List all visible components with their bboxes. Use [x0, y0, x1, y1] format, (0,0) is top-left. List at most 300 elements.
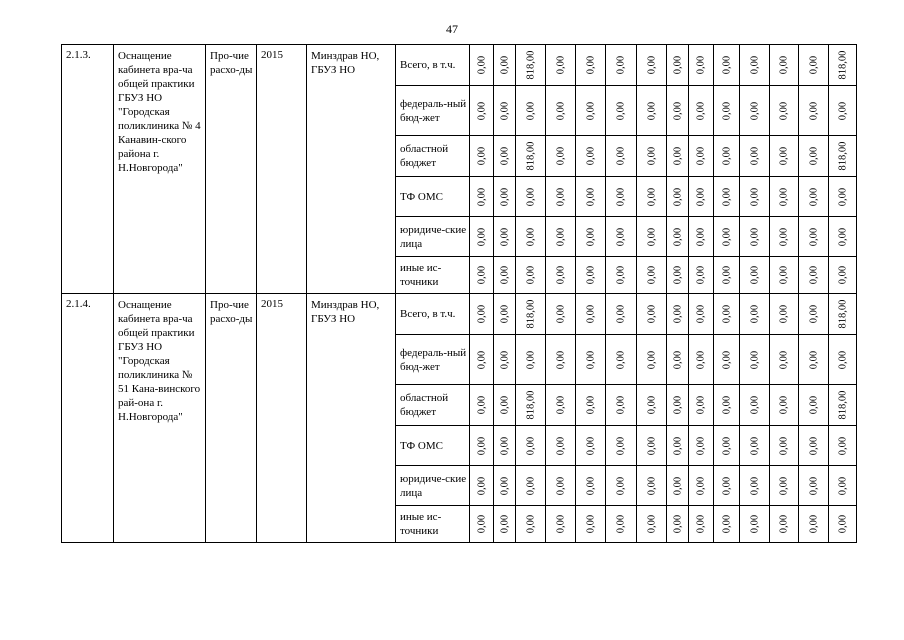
value-cell [667, 86, 689, 136]
value-cell [576, 506, 606, 543]
value-cell [637, 177, 667, 217]
value-text: 0,00 [749, 101, 760, 120]
funding-source-label: иные ис-точники [396, 257, 470, 294]
value-text: 0,00 [585, 514, 596, 534]
value-text: 0,00 [808, 514, 819, 534]
value-text: 0,00 [615, 187, 627, 206]
value-text: 0,00 [721, 55, 732, 75]
value-text: 0,00 [721, 436, 732, 455]
value-text: 0,00 [672, 436, 683, 455]
value-cell [799, 426, 829, 466]
value-text: 0,00 [585, 227, 596, 246]
value-cell [770, 136, 799, 177]
funding-source-label: юридиче-ские лица [396, 466, 470, 506]
value-text: 0,00 [476, 476, 487, 495]
value-cell [714, 257, 740, 294]
value-cell [770, 426, 799, 466]
value-text: 0,00 [749, 55, 760, 75]
value-text: 0,00 [555, 265, 566, 285]
value-cell [770, 86, 799, 136]
value-text: 0,00 [778, 187, 790, 206]
value-text: 0,00 [672, 187, 683, 206]
value-cell [770, 45, 799, 86]
value-cell [799, 45, 829, 86]
value-text: 0,00 [778, 265, 790, 285]
item-year: 2015 [257, 294, 307, 543]
value-cell [740, 506, 770, 543]
value-text: 0,00 [555, 436, 566, 455]
value-cell [689, 45, 714, 86]
value-cell [470, 86, 494, 136]
value-text: 0,00 [476, 187, 487, 206]
value-text: 0,00 [695, 227, 707, 246]
page-number: 47 [446, 22, 458, 36]
value-text: 0,00 [476, 227, 487, 246]
value-cell [516, 257, 546, 294]
value-text: 0,00 [615, 304, 627, 324]
value-text: 0,00 [749, 395, 760, 415]
value-text: 0,00 [585, 187, 596, 206]
responsible-party: Минздрав НО, ГБУЗ НО [307, 294, 396, 543]
value-cell [516, 466, 546, 506]
value-cell [546, 506, 576, 543]
value-cell [689, 86, 714, 136]
value-text: 0,00 [749, 187, 760, 206]
value-text: 0,00 [808, 350, 819, 369]
value-text: 0,00 [499, 514, 510, 534]
value-cell [667, 136, 689, 177]
value-cell [470, 294, 494, 335]
value-cell [546, 86, 576, 136]
value-text: 0,00 [585, 350, 596, 369]
value-cell [637, 466, 667, 506]
value-cell [829, 177, 857, 217]
value-text: 0,00 [646, 395, 657, 415]
value-text: 0,00 [778, 101, 790, 120]
value-cell [689, 506, 714, 543]
value-cell [799, 177, 829, 217]
value-cell [740, 45, 770, 86]
value-text: 0,00 [615, 227, 627, 246]
responsible-party: Минздрав НО, ГБУЗ НО [307, 45, 396, 294]
value-cell [637, 426, 667, 466]
value-cell [516, 136, 546, 177]
value-text: 0,00 [476, 436, 487, 455]
value-text: 0,00 [615, 265, 627, 285]
value-cell [689, 385, 714, 426]
value-text: 0,00 [808, 476, 819, 495]
value-cell [829, 257, 857, 294]
value-text: 0,00 [476, 350, 487, 369]
value-text: 818,00 [525, 50, 536, 80]
value-cell [606, 45, 637, 86]
value-text: 0,00 [721, 514, 732, 534]
value-cell [689, 136, 714, 177]
value-text: 0,00 [585, 436, 596, 455]
value-cell [714, 177, 740, 217]
value-cell [799, 257, 829, 294]
value-cell [667, 177, 689, 217]
value-cell [689, 466, 714, 506]
value-text: 0,00 [672, 55, 683, 75]
value-text: 0,00 [499, 187, 510, 206]
item-name: Оснащение кабинета вра-ча общей практики ГБУЗ НО "Городская поликлиника № 51 Кана-винского рай-она г. Н.Новгорода" [114, 294, 206, 543]
value-cell [516, 177, 546, 217]
expense-type: Про-чие расхо-ды [206, 294, 257, 543]
value-text: 0,00 [525, 187, 536, 206]
value-text: 0,00 [672, 395, 683, 415]
funding-source-label: ТФ ОМС [396, 426, 470, 466]
value-cell [740, 335, 770, 385]
value-text: 0,00 [525, 227, 536, 246]
value-cell [606, 217, 637, 257]
value-cell [494, 385, 516, 426]
value-cell [714, 86, 740, 136]
value-cell [667, 335, 689, 385]
value-text: 0,00 [808, 101, 819, 120]
value-cell [667, 257, 689, 294]
value-text: 0,00 [585, 304, 596, 324]
value-cell [740, 86, 770, 136]
value-text: 0,00 [695, 350, 707, 369]
value-cell [714, 385, 740, 426]
value-cell [470, 335, 494, 385]
value-text: 0,00 [778, 350, 790, 369]
value-text: 0,00 [646, 227, 657, 246]
value-text: 0,00 [695, 436, 707, 455]
value-cell [606, 136, 637, 177]
value-text: 0,00 [721, 304, 732, 324]
value-text: 0,00 [555, 227, 566, 246]
value-text: 0,00 [525, 350, 536, 369]
value-text: 0,00 [721, 101, 732, 120]
value-text: 0,00 [555, 187, 566, 206]
value-cell [740, 294, 770, 335]
funding-source-label: Всего, в т.ч. [396, 294, 470, 335]
value-cell [546, 45, 576, 86]
value-text: 0,00 [837, 514, 848, 534]
value-cell [714, 136, 740, 177]
value-text: 0,00 [749, 436, 760, 455]
value-cell [494, 45, 516, 86]
value-cell [740, 136, 770, 177]
value-cell [546, 257, 576, 294]
value-text: 0,00 [615, 436, 627, 455]
value-text: 818,00 [837, 50, 848, 80]
value-text: 0,00 [476, 265, 487, 285]
value-cell [576, 426, 606, 466]
value-cell [770, 335, 799, 385]
value-cell [606, 335, 637, 385]
value-cell [494, 217, 516, 257]
value-text: 0,00 [695, 146, 707, 166]
value-text: 0,00 [585, 476, 596, 495]
value-text: 0,00 [695, 304, 707, 324]
value-text: 818,00 [525, 390, 536, 420]
value-cell [829, 426, 857, 466]
value-text: 0,00 [499, 146, 510, 166]
item-number: 2.1.4. [62, 294, 114, 543]
value-text: 818,00 [525, 141, 536, 171]
value-cell [606, 506, 637, 543]
value-cell [606, 466, 637, 506]
value-text: 0,00 [837, 476, 848, 495]
value-cell [576, 257, 606, 294]
value-text: 0,00 [615, 55, 627, 75]
value-text: 0,00 [808, 55, 819, 75]
value-text: 0,00 [721, 265, 732, 285]
value-text: 0,00 [837, 101, 848, 120]
value-text: 0,00 [499, 265, 510, 285]
funding-source-label: федераль-ный бюд-жет [396, 86, 470, 136]
value-text: 0,00 [721, 476, 732, 495]
value-text: 0,00 [695, 55, 707, 75]
value-text: 0,00 [499, 350, 510, 369]
value-cell [714, 335, 740, 385]
value-cell [799, 466, 829, 506]
value-text: 0,00 [721, 227, 732, 246]
value-cell [829, 136, 857, 177]
value-text: 0,00 [646, 514, 657, 534]
value-text: 0,00 [808, 265, 819, 285]
value-cell [740, 257, 770, 294]
value-text: 0,00 [695, 395, 707, 415]
value-cell [470, 426, 494, 466]
value-text: 0,00 [499, 227, 510, 246]
value-cell [494, 506, 516, 543]
value-cell [637, 294, 667, 335]
value-text: 0,00 [749, 514, 760, 534]
value-text: 0,00 [778, 476, 790, 495]
value-text: 0,00 [837, 350, 848, 369]
value-cell [576, 45, 606, 86]
funding-source-label: юридиче-ские лица [396, 217, 470, 257]
value-text: 0,00 [695, 476, 707, 495]
value-cell [740, 385, 770, 426]
value-text: 0,00 [615, 476, 627, 495]
value-text: 0,00 [672, 101, 683, 120]
value-cell [637, 335, 667, 385]
expense-type: Про-чие расхо-ды [206, 45, 257, 294]
value-text: 0,00 [646, 187, 657, 206]
value-text: 0,00 [476, 304, 487, 324]
value-cell [689, 335, 714, 385]
value-text: 0,00 [749, 265, 760, 285]
value-cell [829, 294, 857, 335]
value-text: 0,00 [672, 476, 683, 495]
value-cell [516, 506, 546, 543]
value-text: 0,00 [499, 476, 510, 495]
value-text: 818,00 [837, 299, 848, 329]
value-cell [799, 217, 829, 257]
value-cell [714, 426, 740, 466]
value-text: 0,00 [721, 350, 732, 369]
value-cell [606, 86, 637, 136]
value-text: 0,00 [646, 304, 657, 324]
value-cell [829, 335, 857, 385]
value-cell [637, 257, 667, 294]
value-cell [494, 335, 516, 385]
value-text: 0,00 [672, 514, 683, 534]
value-cell [576, 136, 606, 177]
value-text: 0,00 [615, 395, 627, 415]
value-cell [494, 86, 516, 136]
item-year: 2015 [257, 45, 307, 294]
value-text: 818,00 [837, 141, 848, 171]
value-text: 0,00 [499, 101, 510, 120]
item-number: 2.1.3. [62, 45, 114, 294]
value-cell [689, 426, 714, 466]
value-cell [740, 426, 770, 466]
value-text: 818,00 [525, 299, 536, 329]
value-cell [714, 466, 740, 506]
value-cell [470, 385, 494, 426]
value-cell [546, 217, 576, 257]
value-text: 0,00 [672, 350, 683, 369]
item-name: Оснащение кабинета вра-ча общей практики ГБУЗ НО "Городская поликлиника № 4 Канавин-ского района г. Н.Новгорода" [114, 45, 206, 294]
value-cell [689, 294, 714, 335]
value-text: 0,00 [476, 514, 487, 534]
value-cell [494, 177, 516, 217]
value-cell [770, 257, 799, 294]
value-text: 0,00 [615, 146, 627, 166]
value-text: 0,00 [808, 395, 819, 415]
value-cell [546, 294, 576, 335]
value-text: 0,00 [749, 350, 760, 369]
value-cell [637, 217, 667, 257]
value-cell [516, 385, 546, 426]
value-text: 0,00 [476, 395, 487, 415]
value-text: 0,00 [499, 304, 510, 324]
value-text: 0,00 [778, 146, 790, 166]
value-cell [799, 86, 829, 136]
value-text: 0,00 [646, 55, 657, 75]
value-cell [637, 136, 667, 177]
value-text: 0,00 [646, 350, 657, 369]
value-cell [576, 177, 606, 217]
value-text: 0,00 [476, 146, 487, 166]
value-text: 0,00 [499, 395, 510, 415]
funding-source-label: федераль-ный бюд-жет [396, 335, 470, 385]
value-cell [470, 217, 494, 257]
value-text: 0,00 [695, 101, 707, 120]
value-cell [606, 177, 637, 217]
value-text: 0,00 [615, 350, 627, 369]
value-text: 0,00 [778, 436, 790, 455]
value-cell [770, 294, 799, 335]
value-text: 0,00 [672, 227, 683, 246]
value-cell [516, 86, 546, 136]
value-cell [606, 426, 637, 466]
value-text: 0,00 [525, 476, 536, 495]
value-cell [470, 177, 494, 217]
value-cell [516, 426, 546, 466]
value-cell [667, 45, 689, 86]
value-text: 0,00 [749, 146, 760, 166]
value-cell [516, 45, 546, 86]
value-text: 0,00 [837, 187, 848, 206]
value-cell [637, 506, 667, 543]
value-cell [770, 385, 799, 426]
value-text: 0,00 [476, 55, 487, 75]
value-cell [576, 466, 606, 506]
table-row [62, 294, 857, 335]
value-cell [576, 294, 606, 335]
value-cell [576, 385, 606, 426]
value-text: 0,00 [555, 395, 566, 415]
value-text: 0,00 [778, 514, 790, 534]
value-cell [714, 506, 740, 543]
value-text: 0,00 [585, 55, 596, 75]
value-cell [606, 257, 637, 294]
value-text: 0,00 [695, 514, 707, 534]
value-cell [829, 45, 857, 86]
value-cell [799, 335, 829, 385]
value-text: 0,00 [585, 395, 596, 415]
value-cell [667, 466, 689, 506]
value-cell [799, 385, 829, 426]
value-cell [606, 294, 637, 335]
value-text: 0,00 [585, 101, 596, 120]
value-text: 0,00 [646, 476, 657, 495]
value-text: 0,00 [808, 227, 819, 246]
value-text: 0,00 [808, 436, 819, 455]
value-cell [470, 45, 494, 86]
value-cell [494, 466, 516, 506]
value-text: 0,00 [672, 265, 683, 285]
value-cell [516, 335, 546, 385]
budget-table [61, 44, 857, 543]
value-cell [829, 86, 857, 136]
value-cell [770, 177, 799, 217]
value-text: 0,00 [749, 476, 760, 495]
value-text: 0,00 [585, 265, 596, 285]
value-text: 818,00 [837, 390, 848, 420]
value-text: 0,00 [646, 101, 657, 120]
value-cell [740, 466, 770, 506]
value-text: 0,00 [646, 436, 657, 455]
value-text: 0,00 [721, 395, 732, 415]
value-cell [770, 466, 799, 506]
value-cell [770, 506, 799, 543]
value-cell [689, 217, 714, 257]
funding-source-label: областной бюджет [396, 385, 470, 426]
funding-source-label: иные ис-точники [396, 506, 470, 543]
value-text: 0,00 [837, 227, 848, 246]
value-text: 0,00 [525, 101, 536, 120]
value-cell [637, 385, 667, 426]
value-text: 0,00 [778, 395, 790, 415]
value-cell [546, 177, 576, 217]
value-cell [494, 257, 516, 294]
value-cell [470, 136, 494, 177]
value-text: 0,00 [646, 265, 657, 285]
value-cell [829, 385, 857, 426]
value-text: 0,00 [555, 304, 566, 324]
value-text: 0,00 [695, 187, 707, 206]
value-text: 0,00 [808, 187, 819, 206]
value-cell [740, 217, 770, 257]
value-cell [689, 177, 714, 217]
value-cell [799, 294, 829, 335]
value-text: 0,00 [749, 227, 760, 246]
value-text: 0,00 [695, 265, 707, 285]
value-cell [799, 136, 829, 177]
value-cell [576, 217, 606, 257]
value-cell [714, 45, 740, 86]
value-text: 0,00 [778, 227, 790, 246]
value-text: 0,00 [672, 146, 683, 166]
